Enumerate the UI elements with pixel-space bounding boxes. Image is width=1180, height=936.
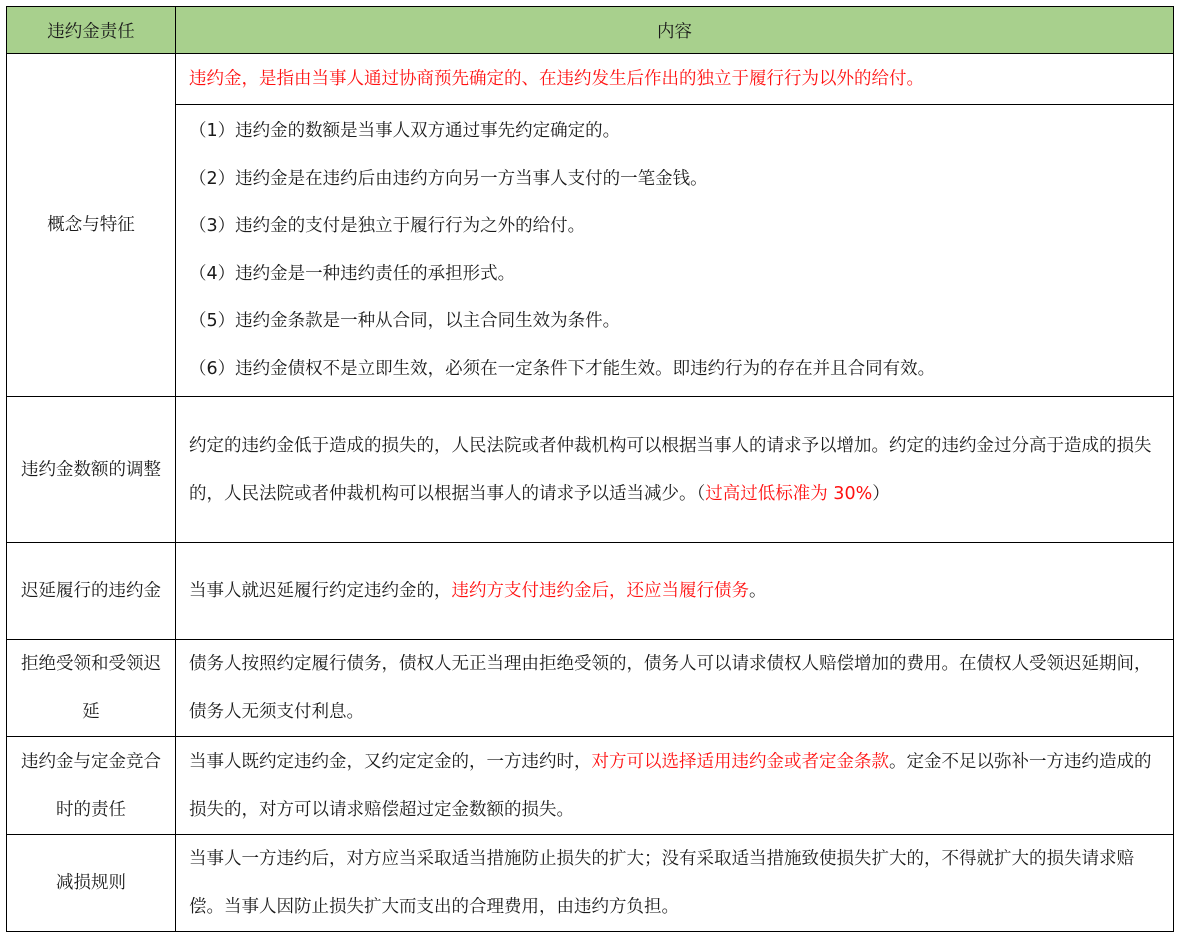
header-col-liability: 违约金责任 bbox=[7, 7, 176, 54]
deposit-emphasis: 对方可以选择适用违约金或者定金条款 bbox=[591, 751, 889, 772]
table-wrapper bbox=[6, 6, 1174, 932]
row-mitigate bbox=[7, 835, 1174, 932]
row-refuse bbox=[7, 640, 1174, 737]
delay-emphasis: 违约方支付违约金后，还应当履行债务 bbox=[451, 581, 749, 601]
list-item: （3）违约金的支付是独立于履行行为之外的给付。 bbox=[189, 216, 586, 236]
row-label-delay: 迟延履行的违约金 bbox=[7, 543, 176, 640]
row-content-refuse: 债务人按照约定履行债务，债权人无正当理由拒绝受领的，债务人可以请求债权人赔偿增加的费用。在债权人受领迟延期间，债务人无须支付利息。 bbox=[176, 640, 1174, 737]
feature-list bbox=[176, 105, 1173, 396]
delay-tail: 。 bbox=[749, 581, 767, 601]
row-label-refuse: 拒绝受领和受领迟延 bbox=[7, 640, 176, 737]
definition-text: 违约金，是指由当事人通过协商预先确定的、在违约发生后作出的独立于履行行为以外的给付。 bbox=[176, 54, 1173, 105]
row-content-deposit bbox=[176, 737, 1174, 835]
row-content-adjust bbox=[176, 397, 1174, 543]
list-item: （6）违约金债权不是立即生效，必须在一定条件下才能生效。即违约行为的存在并且合同有效。 bbox=[189, 358, 936, 379]
deposit-tail: 。定金不足以弥补一方违约造成的损失的，对方可以请求赔偿超过定金数额的损失。 bbox=[189, 751, 1152, 820]
row-label-mitigate: 减损规则 bbox=[7, 835, 176, 932]
list-item: （4）违约金是一种违约责任的承担形式。 bbox=[189, 263, 516, 284]
adjust-emphasis: 过高过低标准为 30% bbox=[705, 483, 873, 504]
header-col-content: 内容 bbox=[176, 7, 1174, 54]
row-delay bbox=[7, 543, 1174, 640]
adjust-tail: ） bbox=[872, 483, 890, 504]
row-deposit bbox=[7, 737, 1174, 835]
liquidated-damages-table bbox=[6, 6, 1174, 932]
row-concept bbox=[7, 54, 1174, 397]
header-row bbox=[7, 7, 1174, 54]
row-content-concept bbox=[176, 54, 1174, 397]
row-content-mitigate: 当事人一方违约后，对方应当采取适当措施防止损失的扩大；没有采取适当措施致使损失扩大的，不得就扩大的损失请求赔偿。当事人因防止损失扩大而支出的合理费用，由违约方负担。 bbox=[176, 835, 1174, 932]
delay-text: 当事人就迟延履行约定违约金的， bbox=[189, 581, 452, 601]
row-label-concept: 概念与特征 bbox=[7, 54, 176, 397]
deposit-text: 当事人既约定违约金，又约定定金的，一方违约时， bbox=[189, 751, 592, 772]
list-item: （5）违约金条款是一种从合同，以主合同生效为条件。 bbox=[189, 311, 621, 331]
list-item: （1）违约金的数额是当事人双方通过事先约定确定的。 bbox=[189, 121, 621, 141]
row-adjust bbox=[7, 397, 1174, 543]
row-content-delay bbox=[176, 543, 1174, 640]
adjust-text: 约定的违约金低于造成的损失的，人民法院或者仲裁机构可以根据当事人的请求予以增加。约定的违约金过分高于造成的损失的，人民法院或者仲裁机构可以根据当事人的请求予以适当减少。（ bbox=[189, 435, 1152, 504]
row-label-deposit: 违约金与定金竞合时的责任 bbox=[7, 737, 176, 835]
list-item: （2）违约金是在违约后由违约方向另一方当事人支付的一笔金钱。 bbox=[189, 168, 708, 189]
row-label-adjust: 违约金数额的调整 bbox=[7, 397, 176, 543]
